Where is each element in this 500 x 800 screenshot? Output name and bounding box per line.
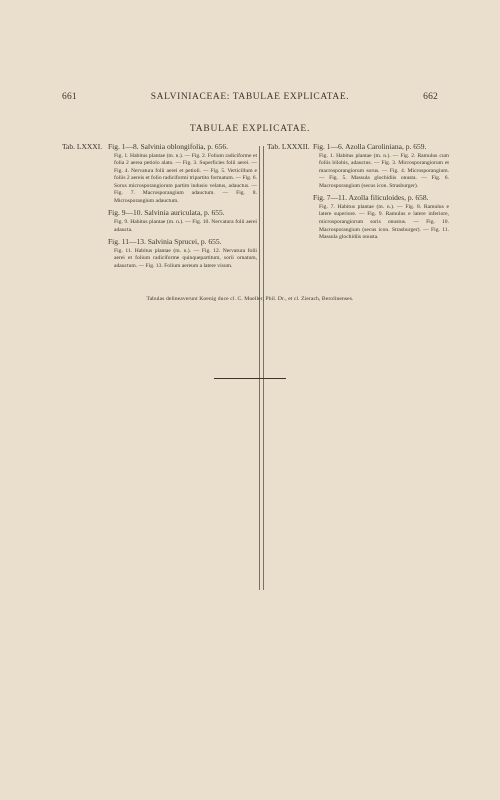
horizontal-rule bbox=[214, 378, 286, 379]
left-column bbox=[62, 142, 257, 273]
running-header bbox=[62, 92, 438, 102]
figure-heading: Fig. 1—8. Salvinia oblongifolia, p. 656. bbox=[108, 142, 228, 151]
figure-description: Fig. 1. Habitus plantae (m. n.). — Fig. 2. Folium radiciforme et folia 2 aerea petiolo alato. — Fig. 3. Superficies folii aerei. — Fig. 4. Nervatura folii aerei et petioli. — Fig. 5. Verticillum e foliis 2 aereis et folio radiciformi tripartito formatum. — Fig. 6. Sorus microsporangiorum partim indusio velatus, adauctus. — Fig. 7. Macrosporangium adauctum. — Fig. 8. Microsporangium adauctum. bbox=[114, 152, 257, 204]
figure-description: Fig. 7. Habitus plantae (m. n.). — Fig. 8. Ramulus e latere superiore. — Fig. 9. Ramulus e latere inferiore, microsporangiorum soris onustus. — Fig. 10. Macrosporangium (secus icon. Strasburger). — Fig. 11. Massula glochidiis onusta. bbox=[319, 203, 449, 241]
running-title: SALVINIACEAE: TABULAE EXPLICATAE. bbox=[150, 92, 350, 102]
figure-description: Fig. 11. Habitus plantae (m. n.). — Fig. 12. Nervatura folii aerei et folium radiciforme quinquepartitum, sorii ornatum, adauctum. — Fig. 13. Folium aereum a latere visum. bbox=[114, 247, 257, 269]
figure-heading: Fig. 1—6. Azolla Caroliniana, p. 659. bbox=[313, 142, 427, 151]
figure-heading: Fig. 7—11. Azolla filiculoides, p. 658. bbox=[313, 193, 429, 203]
illustrator-credit: Tabulas delineaverunt Koenig duce cl. C. Mueller, Phil. Dr., et cl. Zierach, Berolinenses. bbox=[146, 296, 354, 302]
right-page-number: 662 bbox=[423, 92, 438, 102]
plate-label: Tab. LXXXII. bbox=[267, 142, 310, 151]
left-page-number: 661 bbox=[62, 92, 77, 102]
column-divider bbox=[259, 146, 264, 590]
figure-description: Fig. 1. Habitus plantae (m. n.). — Fig. 2. Ramulus cum foliis bilobis, adauctus. — Fig. 3. Microsporangiorum et macrosporangiorum sorus. — Fig. 4. Microsporangium. — Fig. 5. Massula glochidiis onusta. — Fig. 6. Macrosporangium (secus icon. Strasburger). bbox=[319, 152, 449, 189]
figure-heading: Fig. 9—10. Salvinia auriculata, p. 655. bbox=[108, 208, 225, 218]
plate-entry bbox=[62, 142, 257, 270]
plate-entry bbox=[267, 142, 449, 242]
page-title: TABULAE EXPLICATAE. bbox=[189, 124, 311, 134]
figure-heading: Fig. 11—13. Salvinia Sprucei, p. 655. bbox=[108, 237, 222, 247]
right-column bbox=[267, 142, 449, 245]
plate-label: Tab. LXXXI. bbox=[62, 142, 103, 151]
figure-description: Fig. 9. Habitus plantae (m. n.). — Fig. 10. Nervatura folii aerei adaucta. bbox=[114, 219, 257, 233]
